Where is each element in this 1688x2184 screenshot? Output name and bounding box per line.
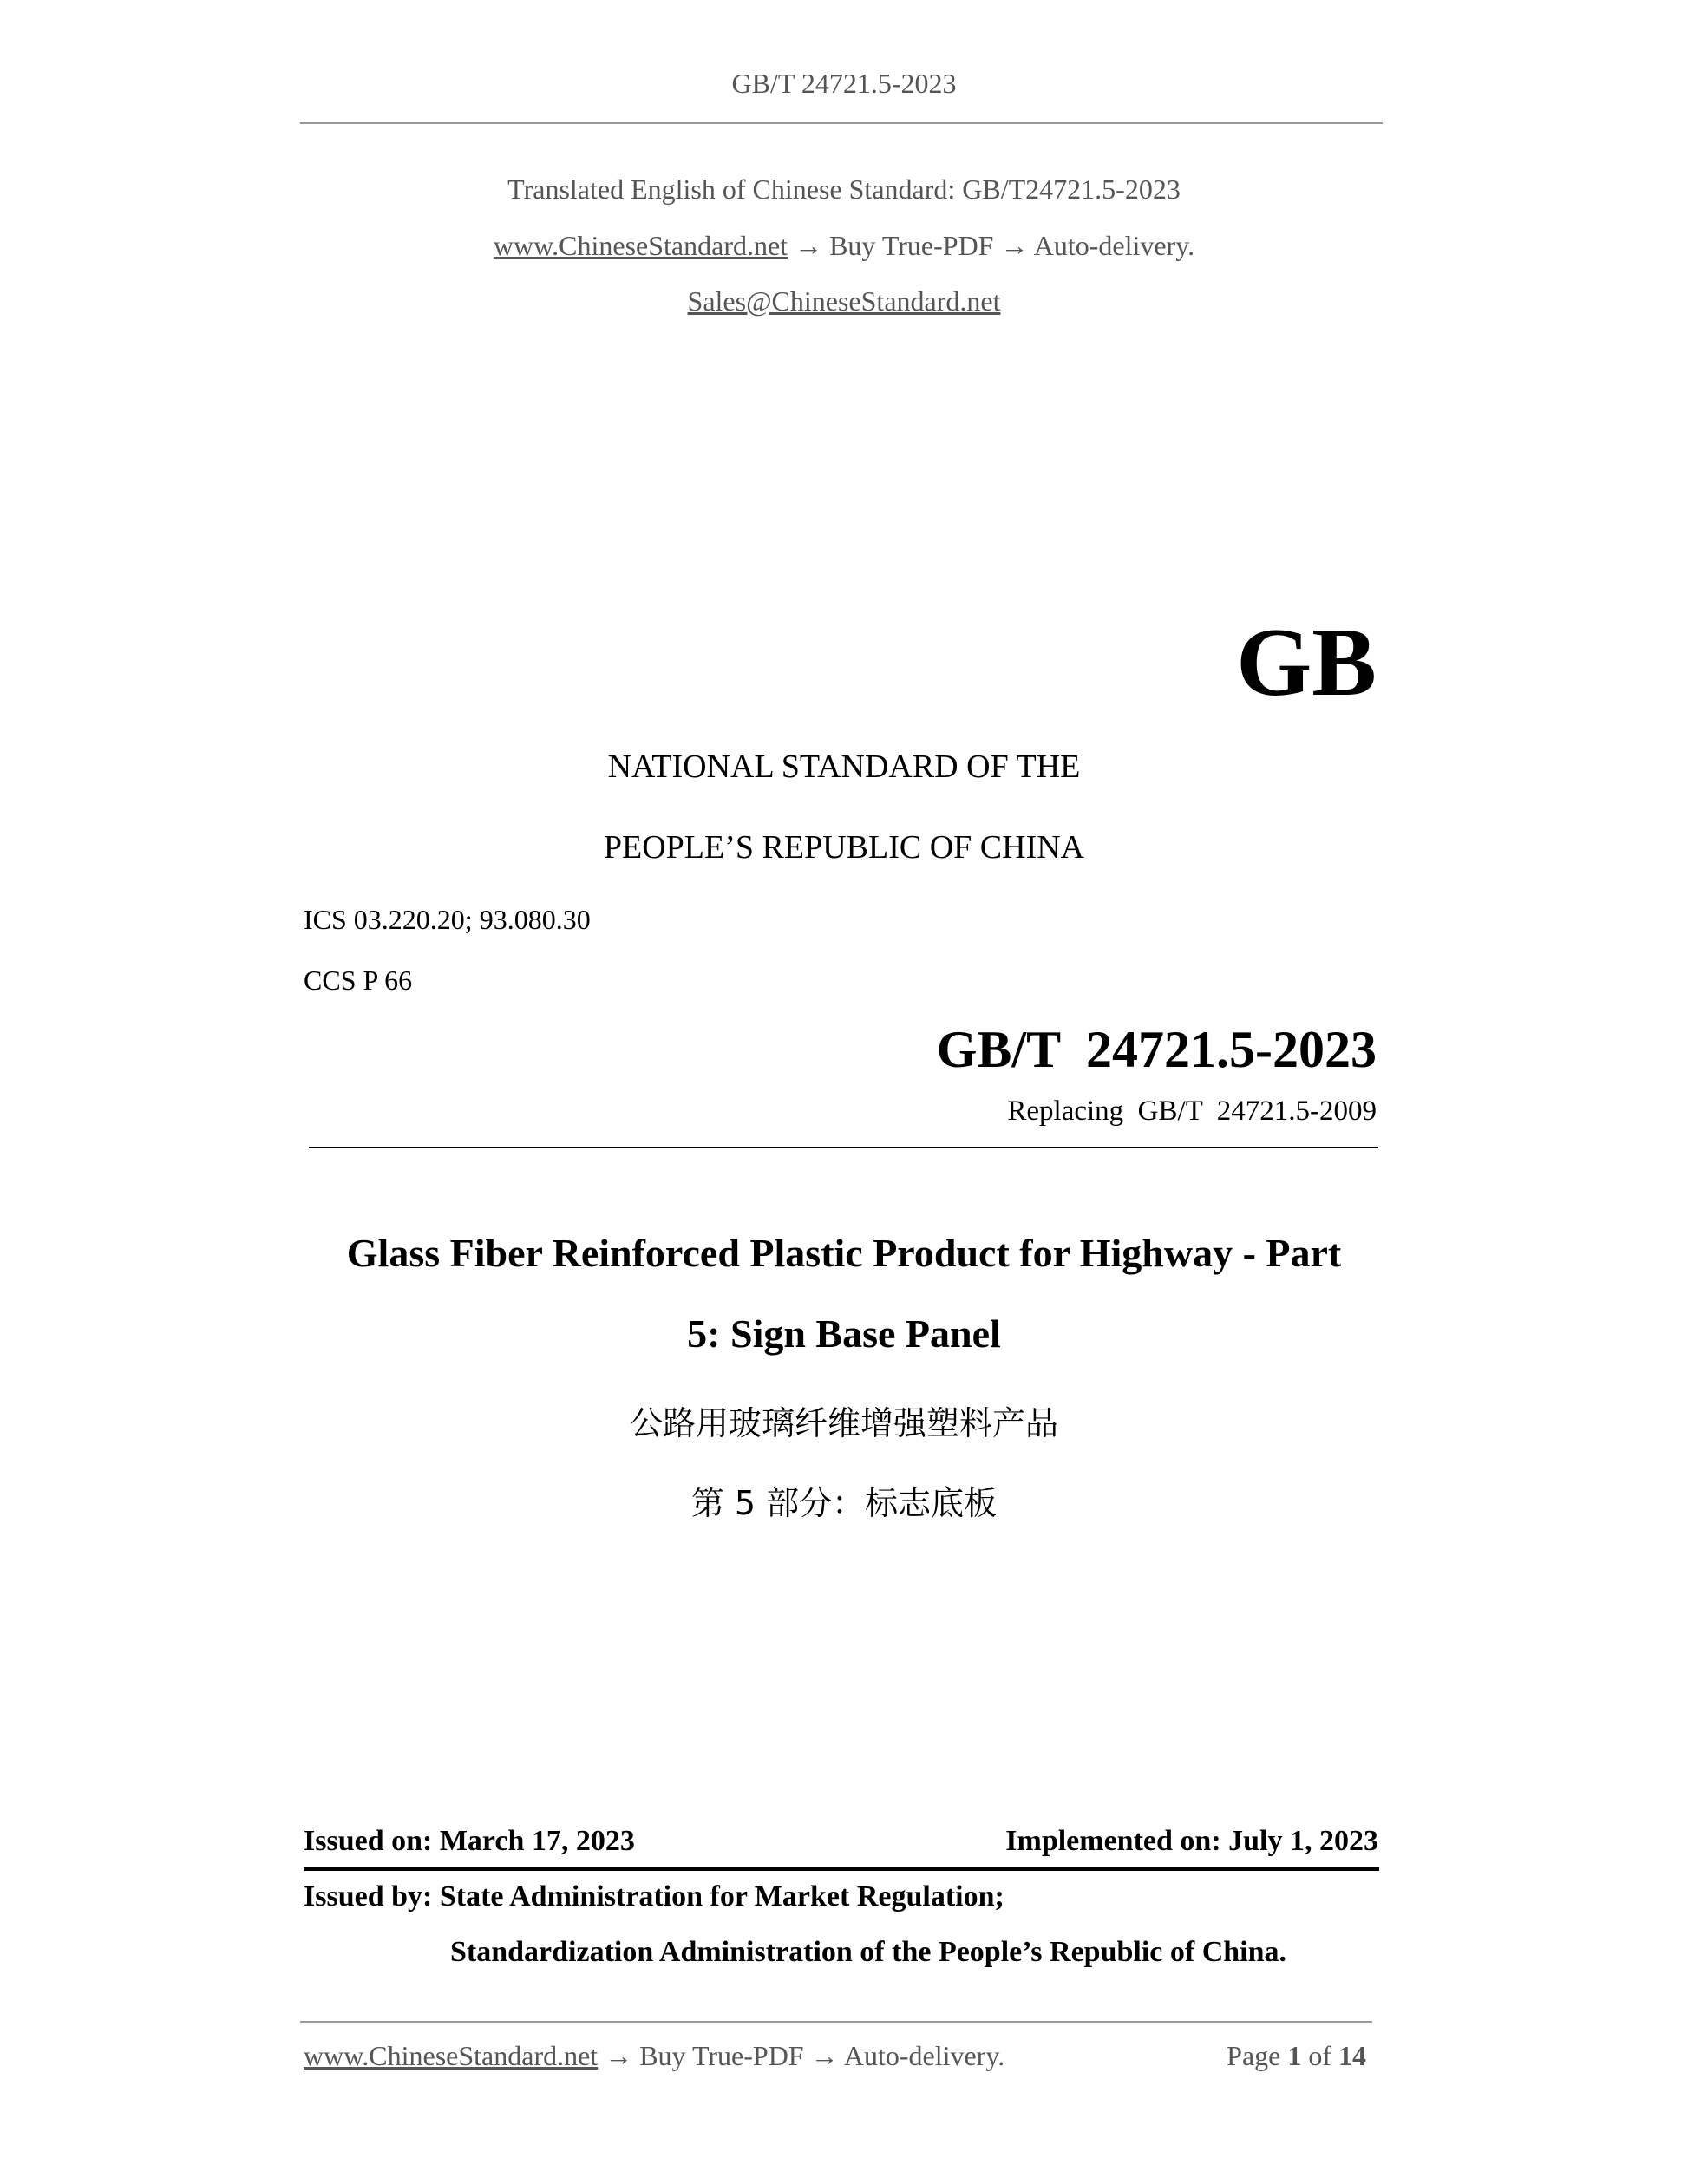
- issued-on: Issued on: March 17, 2023: [304, 1825, 635, 1857]
- footer-rule: [300, 2021, 1372, 2023]
- national-standard-line2: PEOPLE’S REPUBLIC OF CHINA: [603, 829, 1085, 866]
- national-standard-line1: NATIONAL STANDARD OF THE: [607, 749, 1081, 785]
- issue-rule: [304, 1867, 1379, 1871]
- promo-email-link[interactable]: Sales@ChineseStandard.net: [687, 285, 1001, 317]
- implemented-on: Implemented on: July 1, 2023: [1005, 1825, 1378, 1857]
- promo-email-line: [0, 285, 1688, 317]
- header-rule: [300, 122, 1383, 124]
- page-indicator: [1227, 2040, 1366, 2072]
- replacing-note: Replacing GB/T 24721.5-2009: [1007, 1095, 1377, 1127]
- standard-number: GB/T 24721.5-2023: [936, 1021, 1377, 1078]
- title-chinese-line2: 第 5 部分：标志底板: [690, 1484, 998, 1522]
- promo-links-line: [0, 230, 1688, 262]
- page-current: 1: [1287, 2040, 1302, 2071]
- title-english-line1: Glass Fiber Reinforced Plastic Product for Highway - Part: [346, 1231, 1342, 1275]
- footer-buy-text: Buy True-PDF: [639, 2040, 804, 2071]
- issued-by-line1: Issued by: State Administration for Market Regulation;: [304, 1880, 1004, 1913]
- ccs-code: CCS P 66: [304, 964, 413, 996]
- promo-delivery-text: Auto-delivery.: [1033, 230, 1195, 261]
- arrow-right-icon: →: [795, 230, 823, 261]
- page-of-label: of: [1308, 2040, 1331, 2071]
- ics-code: ICS 03.220.20; 93.080.30: [304, 904, 591, 935]
- title-english-line2: 5: Sign Base Panel: [687, 1311, 1001, 1356]
- promo-buy-text: Buy True-PDF: [829, 230, 994, 261]
- title-chinese-line1: 公路用玻璃纤维增强塑料产品: [629, 1404, 1058, 1442]
- running-header: GB/T 24721.5-2023: [731, 68, 957, 99]
- arrow-right-icon: →: [1000, 230, 1029, 261]
- gb-logo: GB: [1236, 609, 1377, 716]
- promo-translated-line: Translated English of Chinese Standard: GB/T24721.5-2023: [507, 173, 1181, 205]
- arrow-right-icon: →: [605, 2040, 633, 2071]
- promo-site-link[interactable]: www.ChineseStandard.net: [493, 230, 788, 261]
- issued-by-line2: Standardization Administration of the People’s Republic of China.: [450, 1936, 1287, 1968]
- number-rule: [309, 1147, 1378, 1148]
- footer-delivery-text: Auto-delivery.: [843, 2040, 1005, 2071]
- footer-links: [304, 2040, 1004, 2072]
- arrow-right-icon: →: [810, 2040, 839, 2071]
- page-total: 14: [1338, 2040, 1366, 2071]
- page-label: Page: [1227, 2040, 1281, 2071]
- footer-site-link[interactable]: www.ChineseStandard.net: [304, 2040, 599, 2071]
